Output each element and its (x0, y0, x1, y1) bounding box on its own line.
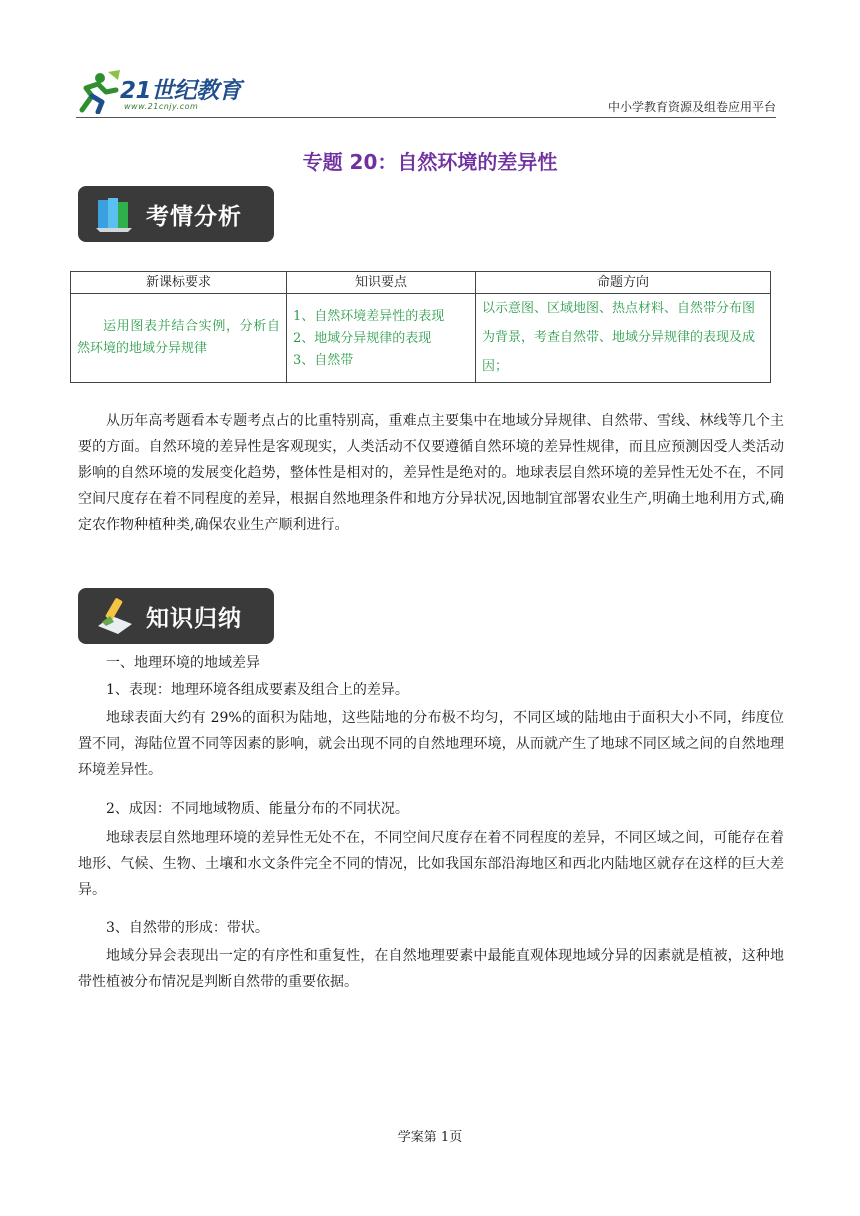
subsection-title: 2、成因：不同地域物质、能量分布的不同状况。 (106, 801, 409, 817)
header-divider (76, 117, 776, 118)
curriculum-requirement (71, 294, 287, 383)
page-title: 专题 20：自然环境的差异性 (302, 150, 558, 174)
table-header-row (71, 272, 771, 294)
runner-logo-icon (72, 70, 122, 114)
platform-name: 中小学教育资源及组卷应用平台 (607, 100, 776, 114)
requirement-text: 运用图表并结合实例，分析自然环境的地域分异规律 (77, 319, 280, 356)
banner-label: 考情分析 (146, 204, 242, 230)
section-banner-knowledge (78, 588, 274, 644)
subsection-title: 3、自然带的形成：带状。 (106, 920, 269, 936)
requirements-table (70, 271, 771, 383)
exam-direction: 以示意图、区域地图、热点材料、自然带分布图为背景，考查自然带、地域分异规律的表现及成因； (476, 294, 771, 383)
header-knowledge: 知识要点 (287, 272, 476, 294)
page-footer: 学案第 1页 (397, 1130, 463, 1145)
logo-text: 21世纪教育 (120, 78, 242, 104)
knowledge-point: 2、地域分异规律的表现 (293, 331, 432, 346)
analysis-paragraph: 从历年高考题看本专题考点占的比重特别高，重难点主要集中在地域分异规律、自然带、雪线、林线等几个主要的方面。自然环境的差异性是客观现实，人类活动不仅要遵循自然环境的差异性规律，而且应预测因受人类活动影响的自然环境的发展变化趋势，整体性是相对的，差异性是绝对的。地球表层自然环境的差异性无处不在，不同空间尺度存在着不同程度的差异，根据自然地理条件和地方分异状况,因地制宜部署农业生产,明确土地利用方式,确定农作物种植种类,确保农业生产顺利进行。 (78, 413, 784, 533)
logo-url: www.21cnjy.com (124, 102, 199, 111)
header-direction: 命题方向 (476, 272, 771, 294)
subsection-body: 地域分异会表现出一定的有序性和重复性，在自然地理要素中最能直观体现地域分异的因素就是植被，这种地带性植被分布情况是判断自然带的重要依据。 (78, 948, 784, 990)
books-icon (92, 194, 136, 234)
subsection-title: 1、表现：地理环境各组成要素及组合上的差异。 (106, 682, 409, 698)
header-curriculum: 新课标要求 (71, 272, 287, 294)
banner-label: 知识归纳 (146, 606, 242, 632)
knowledge-points (287, 294, 476, 383)
knowledge-point: 1、自然环境差异性的表现 (293, 309, 445, 324)
table-row (71, 294, 771, 383)
section-banner-analysis (78, 186, 274, 242)
site-logo (72, 70, 242, 120)
subsection-body: 地球表层自然地理环境的差异性无处不在，不同空间尺度存在着不同程度的差异，不同区域之间，可能存在着地形、气候、生物、土壤和水文条件完全不同的情况，比如我国东部沿海地区和西北内陆地区就存在这样的巨大差异。 (78, 830, 784, 898)
subsection-body: 地球表面大约有 29%的面积为陆地，这些陆地的分布极不均匀，不同区域的陆地由于面积大小不同，纬度位置不同，海陆位置不同等因素的影响，就会出现不同的自然地理环境，从而就产生了地球不同区域之间的自然地理环境差异性。 (78, 710, 784, 778)
knowledge-point: 3、自然带 (293, 353, 354, 368)
brush-icon (92, 596, 136, 636)
section-heading: 一、地理环境的地域差异 (106, 655, 260, 671)
